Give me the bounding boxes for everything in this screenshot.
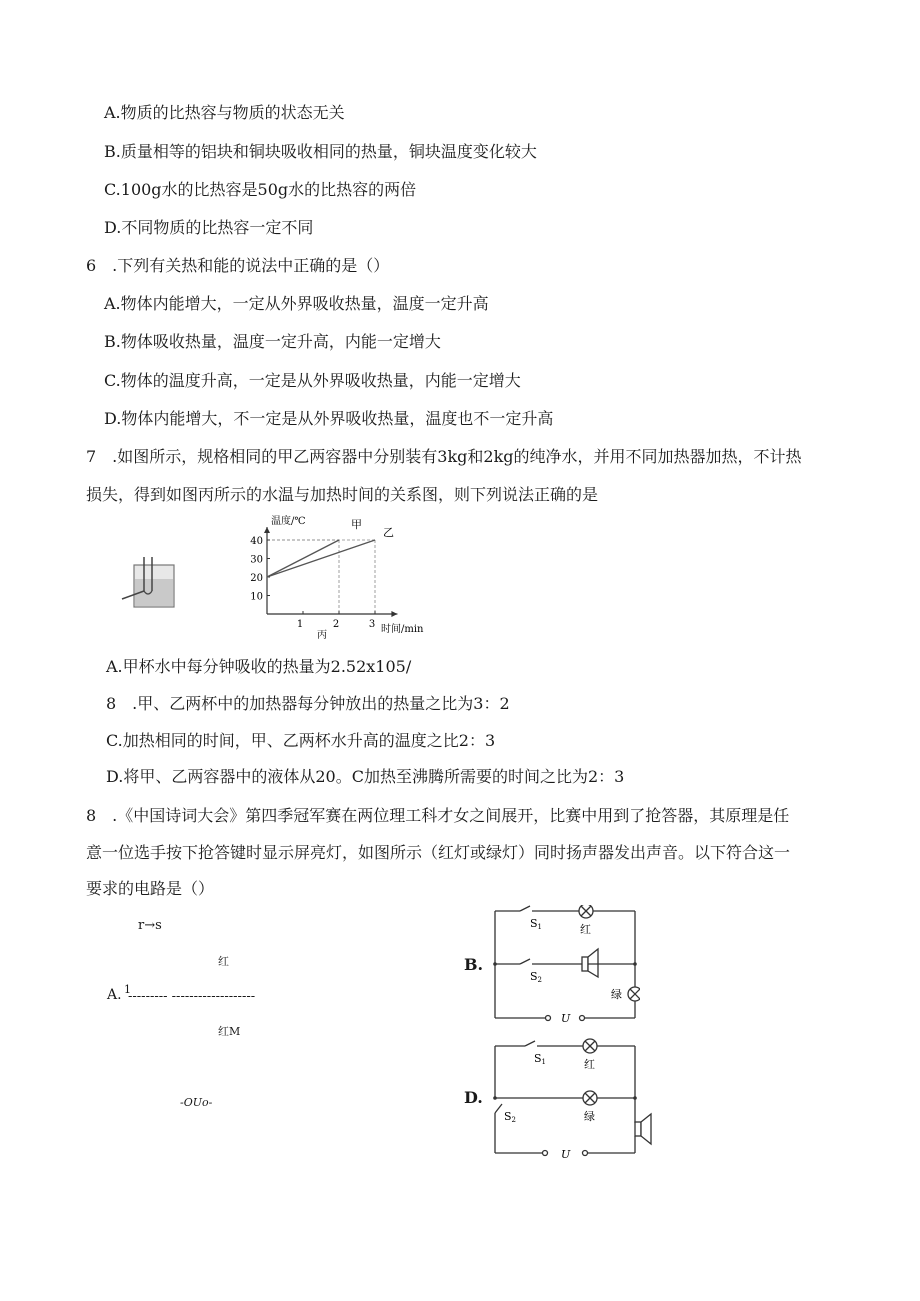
opt-a-wire-dashes: --------- ------------------- [128, 989, 256, 1004]
opt-d-s2: S2 [504, 1110, 517, 1124]
opt-d-label: D. [464, 1088, 483, 1107]
y-axis-arrow [264, 527, 270, 533]
q7-stem-line2: 损失，得到如图丙所示的水温与加热时间的关系图，则下列说法正确的是 [86, 485, 599, 504]
opt-d-voltage: U [561, 1148, 571, 1161]
opt-a-red-m-label: 红M [218, 1025, 241, 1038]
y-tick-label: 20 [250, 573, 263, 584]
q8-stem-line3: 要求的电路是（） [86, 879, 215, 898]
q6-option-b: B.物体吸收热量，温度一定升高，内能一定增大 [104, 332, 441, 351]
q7-stem-line1: 7 .如图所示，规格相同的甲乙两容器中分别装有3kg和2kg的纯净水，并用不同加热器加热，不计热 [86, 447, 802, 466]
q7-option-c: C.加热相同的时间，甲、乙两杯水升高的温度之比2：3 [106, 731, 496, 750]
q7-option-a: A.甲杯水中每分钟吸收的热量为2.52x105/ [106, 657, 412, 676]
circuit-b [490, 905, 640, 1025]
opt-b-voltage: U [561, 1012, 571, 1025]
opt-a-top-label: r→s [138, 918, 162, 933]
chart-ylabel: 温度/℃ [271, 516, 306, 527]
q5-option-c: C.100g水的比热容是50g水的比热容的两倍 [104, 180, 417, 199]
opt-d-red: 红 [584, 1058, 595, 1071]
series-label: 乙 [383, 526, 394, 539]
q6-option-a: A.物体内能增大，一定从外界吸收热量，温度一定升高 [104, 294, 489, 313]
q8-stem-line2: 意一位选手按下抢答键时显示屏亮灯，如图所示（红灯或绿灯）同时扬声器发出声音。以下符合这一 [86, 843, 791, 862]
opt-a-bottom-label: -OUo- [180, 1096, 213, 1109]
opt-a-mark: 1 [124, 983, 131, 996]
opt-b-red: 红 [580, 923, 591, 936]
q5-option-b: B.质量相等的铝块和铜块吸收相同的热量，铜块温度变化较大 [104, 142, 537, 161]
series-line-jia [267, 540, 339, 577]
opt-b-green: 绿 [611, 988, 622, 1001]
temperature-time-chart [245, 512, 435, 642]
q6-option-c: C.物体的温度升高，一定是从外界吸收热量，内能一定增大 [104, 371, 521, 390]
y-tick-label: 30 [250, 554, 263, 566]
q6-stem: 6 .下列有关热和能的说法中正确的是（） [86, 256, 390, 275]
series-line-yi [267, 540, 375, 577]
y-tick-label: 10 [250, 591, 263, 603]
opt-b-s2: S2 [530, 970, 543, 984]
opt-a-red-label: 红 [218, 955, 229, 968]
q7-option-b: 8 .甲、乙两杯中的加热器每分钟放出的热量之比为3：2 [106, 694, 510, 713]
opt-b-s1: S1 [530, 917, 543, 931]
circuit-d [490, 1038, 665, 1163]
q5-option-d: D.不同物质的比热容一定不同 [104, 218, 314, 237]
x-tick-label: 1 [296, 619, 304, 630]
beaker-illustration [120, 555, 180, 610]
q5-option-a: A.物质的比热容与物质的状态无关 [104, 103, 345, 122]
chart-axes [264, 527, 397, 617]
x-axis-arrow [391, 611, 397, 617]
opt-d-green: 绿 [584, 1110, 595, 1123]
chart-xlabel: 时间/min [381, 624, 424, 635]
opt-b-label: B. [464, 955, 484, 974]
opt-a-label: A. [107, 987, 122, 1003]
y-tick-label: 40 [250, 536, 263, 547]
series-label: 甲 [351, 518, 362, 531]
q6-option-d: D.物体内能增大，不一定是从外界吸收热量，温度也不一定升高 [104, 409, 554, 428]
x-tick-label: 3 [368, 619, 376, 630]
opt-d-s1: S1 [534, 1052, 547, 1066]
q7-option-d: D.将甲、乙两容器中的液体从20。C加热至沸腾所需要的时间之比为2：3 [106, 767, 625, 786]
chart-title: 丙 [317, 630, 327, 641]
q8-stem-line1: 8 .《中国诗词大会》第四季冠军赛在两位理工科才女之间展开，比赛中用到了抢答器，其原理是任 [86, 806, 790, 825]
x-tick-label: 2 [332, 619, 340, 630]
